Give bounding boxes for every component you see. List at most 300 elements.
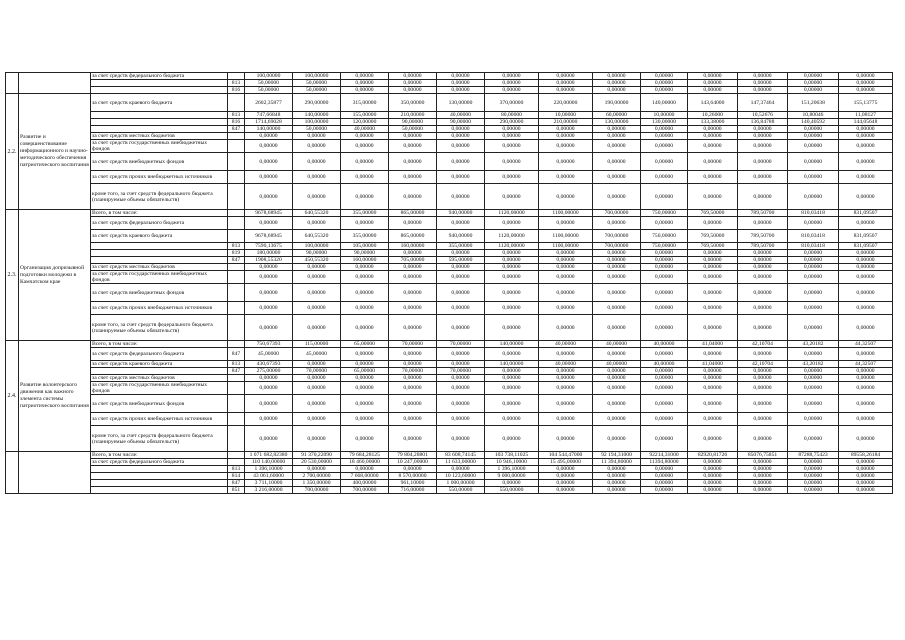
- funding-source: за счет средств прочих внебюджетных источников: [91, 171, 228, 184]
- amount-cell: 0,00000: [539, 473, 593, 480]
- budget-code: 816: [228, 87, 245, 94]
- amount-cell: 0,00000: [539, 302, 593, 315]
- amount-cell: 0,00000: [641, 133, 688, 140]
- amount-cell: 0,00000: [293, 361, 341, 368]
- amount-cell: 15 495,00000: [539, 459, 593, 466]
- amount-cell: 0,00000: [539, 217, 593, 230]
- amount-cell: 90,00000: [293, 250, 341, 257]
- amount-cell: 0,00000: [389, 382, 437, 395]
- amount-cell: 0,00000: [341, 87, 389, 94]
- amount-cell: 10 247,00000: [389, 459, 437, 466]
- amount-cell: 0,00000: [389, 80, 437, 87]
- amount-cell: 0,00000: [593, 133, 641, 140]
- funding-source: [91, 243, 228, 250]
- funding-source: [91, 257, 228, 264]
- amount-cell: 0,00000: [245, 171, 293, 184]
- budget-code: [228, 302, 245, 315]
- amount-cell: 0,00000: [293, 413, 341, 426]
- amount-cell: 20 530,00000: [293, 459, 341, 466]
- funding-source: за счет средств краевого бюджета: [91, 94, 228, 112]
- budget-code: [228, 284, 245, 302]
- amount-cell: 0,00000: [738, 426, 788, 452]
- amount-cell: 0,00000: [738, 257, 788, 264]
- amount-cell: 0,00000: [738, 473, 788, 480]
- amount-cell: 0,00000: [593, 184, 641, 210]
- amount-cell: 0,00000: [738, 184, 788, 210]
- amount-cell: 0,00000: [341, 426, 389, 452]
- budget-code: [228, 413, 245, 426]
- section-index: [6, 452, 19, 494]
- amount-cell: 151,20638: [788, 94, 839, 112]
- amount-cell: 0,00000: [341, 80, 389, 87]
- amount-cell: 350,00000: [389, 94, 437, 112]
- amount-cell: 143,64000: [688, 94, 738, 112]
- amount-cell: 40,00000: [641, 361, 688, 368]
- amount-cell: 831,09507: [839, 230, 893, 243]
- amount-cell: 0,00000: [341, 153, 389, 171]
- amount-cell: 0,00000: [839, 171, 893, 184]
- amount-cell: 100,00000: [245, 73, 293, 80]
- amount-cell: 0,00000: [341, 184, 389, 210]
- table-row: [6, 133, 893, 140]
- amount-cell: 0,00000: [788, 480, 839, 487]
- amount-cell: 40,00000: [539, 361, 593, 368]
- amount-cell: 0,00000: [738, 302, 788, 315]
- amount-cell: 18 460,00000: [341, 459, 389, 466]
- amount-cell: 0,00000: [485, 264, 539, 271]
- amount-cell: 0,00000: [593, 73, 641, 80]
- amount-cell: 0,00000: [593, 368, 641, 375]
- amount-cell: 9678,68945: [245, 210, 293, 217]
- budget-code: [228, 395, 245, 413]
- amount-cell: 769,50000: [688, 230, 738, 243]
- amount-cell: 810,03418: [788, 230, 839, 243]
- table-row: [6, 264, 893, 271]
- amount-cell: 0,00000: [539, 368, 593, 375]
- funding-source: [91, 126, 228, 133]
- amount-cell: 0,00000: [788, 459, 839, 466]
- table-row: [6, 80, 893, 87]
- amount-cell: 0,00000: [738, 153, 788, 171]
- amount-cell: 0,00000: [485, 153, 539, 171]
- budget-code: 847: [228, 126, 245, 133]
- table-row: [6, 361, 893, 368]
- amount-cell: 0,00000: [641, 466, 688, 473]
- amount-cell: 85076,75851: [738, 452, 788, 459]
- amount-cell: 0,00000: [539, 171, 593, 184]
- amount-cell: 0,00000: [788, 315, 839, 341]
- section-name: [19, 73, 91, 94]
- table-row: [6, 452, 893, 459]
- amount-cell: 0,00000: [341, 284, 389, 302]
- amount-cell: 0,00000: [839, 140, 893, 153]
- amount-cell: 160,00000: [389, 243, 437, 250]
- amount-cell: 450,55320: [293, 257, 341, 264]
- table-row: [6, 112, 893, 119]
- amount-cell: 0,00000: [788, 382, 839, 395]
- amount-cell: 0,00000: [593, 87, 641, 94]
- amount-cell: 0,00000: [788, 73, 839, 80]
- amount-cell: 1 000,00000: [437, 480, 485, 487]
- budget-code: [228, 375, 245, 382]
- budget-code: 813: [228, 80, 245, 87]
- amount-cell: 0,00000: [485, 426, 539, 452]
- amount-cell: 0,00000: [788, 133, 839, 140]
- amount-cell: 82920,81726: [688, 452, 738, 459]
- amount-cell: 90,00000: [437, 119, 485, 126]
- table-row: [6, 368, 893, 375]
- funding-source: за счет средств краевого бюджета: [91, 230, 228, 243]
- amount-cell: 70,00000: [437, 341, 485, 348]
- section-name: Развитие волонтерского движения как важного элемента системы патриотического воспитания: [19, 341, 91, 452]
- amount-cell: 769,50000: [688, 210, 738, 217]
- amount-cell: 43,20182: [788, 361, 839, 368]
- amount-cell: 0,00000: [389, 133, 437, 140]
- amount-cell: 0,00000: [593, 375, 641, 382]
- amount-cell: 700,00000: [293, 487, 341, 494]
- amount-cell: 355,00000: [437, 243, 485, 250]
- amount-cell: 0,00000: [539, 184, 593, 210]
- amount-cell: 940,00000: [437, 210, 485, 217]
- table-row: [6, 302, 893, 315]
- amount-cell: 0,00000: [593, 413, 641, 426]
- amount-cell: 0,00000: [437, 284, 485, 302]
- amount-cell: 83 608,74145: [437, 452, 485, 459]
- amount-cell: 0,00000: [437, 133, 485, 140]
- budget-code: [228, 171, 245, 184]
- amount-cell: 0,00000: [437, 87, 485, 94]
- budget-code: [228, 73, 245, 80]
- funding-source: за счет средств прочих внебюджетных источников: [91, 302, 228, 315]
- amount-cell: 0,00000: [293, 315, 341, 341]
- amount-cell: 0,00000: [738, 264, 788, 271]
- amount-cell: 0,00000: [688, 140, 738, 153]
- amount-cell: 0,00000: [641, 368, 688, 375]
- amount-cell: 0,00000: [788, 426, 839, 452]
- amount-cell: 0,00000: [788, 395, 839, 413]
- table-row: [6, 94, 893, 112]
- amount-cell: 140,00000: [245, 126, 293, 133]
- amount-cell: 865,00000: [389, 230, 437, 243]
- amount-cell: 0,00000: [293, 466, 341, 473]
- amount-cell: 430,67393: [245, 361, 293, 368]
- amount-cell: 43 061,60000: [245, 473, 293, 480]
- amount-cell: 0,00000: [738, 480, 788, 487]
- amount-cell: 0,00000: [341, 140, 389, 153]
- budget-code: [228, 315, 245, 341]
- table-row: [6, 473, 893, 480]
- amount-cell: 210,00000: [539, 119, 593, 126]
- amount-cell: 0,00000: [539, 480, 593, 487]
- amount-cell: 0,00000: [688, 126, 738, 133]
- amount-cell: 40,00000: [641, 341, 688, 348]
- amount-cell: 10,26000: [688, 112, 738, 119]
- funding-source: [91, 80, 228, 87]
- funding-source: за счет средств государственных внебюджетных фондов: [91, 140, 228, 153]
- amount-cell: 0,00000: [341, 315, 389, 341]
- amount-cell: 0,00000: [245, 133, 293, 140]
- amount-cell: 40,00000: [593, 341, 641, 348]
- amount-cell: 0,00000: [839, 382, 893, 395]
- amount-cell: 11 633,00000: [437, 459, 485, 466]
- amount-cell: 136,84788: [738, 119, 788, 126]
- amount-cell: 140,00000: [485, 341, 539, 348]
- section-index: [6, 73, 19, 94]
- amount-cell: 0,00000: [437, 126, 485, 133]
- amount-cell: 0,00000: [245, 140, 293, 153]
- amount-cell: 0,00000: [641, 184, 688, 210]
- amount-cell: 0,00000: [245, 426, 293, 452]
- amount-cell: 0,00000: [437, 466, 485, 473]
- budget-code: [228, 153, 245, 171]
- amount-cell: 0,00000: [437, 217, 485, 230]
- funding-source: за счет средств федерального бюджета: [91, 217, 228, 230]
- amount-cell: 831,09507: [839, 243, 893, 250]
- amount-cell: 0,00000: [539, 395, 593, 413]
- funding-source: Всего, в том числе:: [91, 341, 228, 348]
- amount-cell: 0,00000: [485, 480, 539, 487]
- amount-cell: 0,00000: [593, 426, 641, 452]
- budget-code: [228, 133, 245, 140]
- amount-cell: 10,00000: [539, 112, 593, 119]
- amount-cell: 789,50700: [738, 210, 788, 217]
- amount-cell: 42,10704: [738, 361, 788, 368]
- amount-cell: 0,00000: [788, 375, 839, 382]
- amount-cell: 0,00000: [738, 368, 788, 375]
- amount-cell: 747,66848: [245, 112, 293, 119]
- amount-cell: 1100,00000: [539, 210, 593, 217]
- amount-cell: 0,00000: [688, 466, 738, 473]
- budget-code: [228, 452, 245, 459]
- amount-cell: 0,00000: [437, 184, 485, 210]
- amount-cell: 0,00000: [788, 184, 839, 210]
- amount-cell: 115,00000: [293, 341, 341, 348]
- table-row: [6, 243, 893, 250]
- amount-cell: 0,00000: [593, 271, 641, 284]
- amount-cell: 210,00000: [389, 112, 437, 119]
- amount-cell: 0,00000: [245, 284, 293, 302]
- table-row: [6, 210, 893, 217]
- amount-cell: 0,00000: [641, 87, 688, 94]
- amount-cell: 789,50700: [738, 243, 788, 250]
- amount-cell: 0,00000: [293, 184, 341, 210]
- amount-cell: 0,00000: [688, 184, 738, 210]
- amount-cell: 0,00000: [341, 348, 389, 361]
- amount-cell: 110 140,00000: [245, 459, 293, 466]
- amount-cell: 0,00000: [293, 140, 341, 153]
- budget-code: 847: [228, 348, 245, 361]
- amount-cell: 0,00000: [389, 271, 437, 284]
- amount-cell: 0,00000: [738, 73, 788, 80]
- budget-code: [228, 140, 245, 153]
- amount-cell: 0,00000: [389, 315, 437, 341]
- section-name: [19, 452, 91, 494]
- amount-cell: 0,00000: [788, 348, 839, 361]
- table-row: [6, 230, 893, 243]
- table-row: [6, 375, 893, 382]
- amount-cell: 0,00000: [688, 413, 738, 426]
- amount-cell: 0,00000: [593, 171, 641, 184]
- amount-cell: 0,00000: [788, 271, 839, 284]
- amount-cell: 0,00000: [738, 87, 788, 94]
- amount-cell: 0,00000: [539, 140, 593, 153]
- funding-source: за счет средств прочих внебюджетных источников: [91, 413, 228, 426]
- amount-cell: 0,00000: [839, 87, 893, 94]
- funding-source: [91, 368, 228, 375]
- table-row: [6, 459, 893, 466]
- funding-source: [91, 87, 228, 94]
- amount-cell: 700,00000: [341, 487, 389, 494]
- amount-cell: 1120,00000: [485, 210, 539, 217]
- amount-cell: 0,00000: [485, 284, 539, 302]
- amount-cell: 0,00000: [437, 395, 485, 413]
- table-row: [6, 480, 893, 487]
- amount-cell: 0,00000: [389, 395, 437, 413]
- amount-cell: 810,03418: [788, 210, 839, 217]
- amount-cell: 275,00000: [245, 368, 293, 375]
- amount-cell: 10,00000: [641, 112, 688, 119]
- amount-cell: 0,00000: [641, 375, 688, 382]
- amount-cell: 0,00000: [688, 171, 738, 184]
- amount-cell: 940,00000: [437, 230, 485, 243]
- table-row: [6, 184, 893, 210]
- amount-cell: 0,00000: [293, 133, 341, 140]
- amount-cell: 100,00000: [293, 73, 341, 80]
- amount-cell: 0,00000: [245, 217, 293, 230]
- amount-cell: 1100,00000: [539, 230, 593, 243]
- amount-cell: 1120,00000: [485, 230, 539, 243]
- amount-cell: 0,00000: [641, 413, 688, 426]
- amount-cell: 1908,55320: [245, 257, 293, 264]
- funding-source: кроме того, за счет средств федерального бюджета (планируемые объемы обязательств): [91, 426, 228, 452]
- amount-cell: 0,00000: [485, 315, 539, 341]
- amount-cell: 0,00000: [389, 73, 437, 80]
- amount-cell: 0,00000: [293, 271, 341, 284]
- amount-cell: 0,00000: [839, 126, 893, 133]
- amount-cell: 640,55320: [293, 210, 341, 217]
- amount-cell: 0,00000: [389, 153, 437, 171]
- amount-cell: 0,00000: [788, 257, 839, 264]
- amount-cell: 70,00000: [389, 368, 437, 375]
- amount-cell: 0,00000: [293, 302, 341, 315]
- amount-cell: 100,00000: [293, 119, 341, 126]
- amount-cell: 147,37464: [738, 94, 788, 112]
- amount-cell: 70,00000: [389, 341, 437, 348]
- amount-cell: 0,00000: [788, 473, 839, 480]
- amount-cell: 810,03418: [788, 243, 839, 250]
- amount-cell: 716,00000: [389, 487, 437, 494]
- amount-cell: 0,00000: [245, 315, 293, 341]
- amount-cell: 0,00000: [437, 361, 485, 368]
- amount-cell: 0,00000: [839, 368, 893, 375]
- amount-cell: 0,00000: [437, 153, 485, 171]
- amount-cell: 0,00000: [839, 315, 893, 341]
- amount-cell: 0,00000: [641, 250, 688, 257]
- funding-source: Всего, в том числе:: [91, 210, 228, 217]
- funding-source: [91, 480, 228, 487]
- amount-cell: 0,00000: [641, 348, 688, 361]
- amount-cell: 0,00000: [437, 264, 485, 271]
- amount-cell: 1120,00000: [485, 243, 539, 250]
- budget-code: [228, 426, 245, 452]
- amount-cell: 0,00000: [593, 80, 641, 87]
- amount-cell: 0,00000: [688, 302, 738, 315]
- amount-cell: 0,00000: [688, 480, 738, 487]
- amount-cell: 40,00000: [437, 112, 485, 119]
- amount-cell: 750,67393: [245, 341, 293, 348]
- amount-cell: 0,00000: [485, 302, 539, 315]
- amount-cell: 0,00000: [738, 375, 788, 382]
- table-row: [6, 426, 893, 452]
- amount-cell: 0,00000: [593, 382, 641, 395]
- amount-cell: 0,00000: [437, 250, 485, 257]
- amount-cell: 0,00000: [539, 426, 593, 452]
- amount-cell: 80,00000: [485, 112, 539, 119]
- amount-cell: 0,00000: [641, 302, 688, 315]
- amount-cell: 0,00000: [839, 375, 893, 382]
- budget-code: [228, 264, 245, 271]
- amount-cell: 0,00000: [437, 348, 485, 361]
- amount-cell: 0,00000: [539, 126, 593, 133]
- amount-cell: 0,00000: [839, 302, 893, 315]
- amount-cell: 0,00000: [593, 395, 641, 413]
- section-name: Развитие и совершенствование информационного и научно-методического обеспечения патриотического воспитания: [19, 94, 91, 210]
- amount-cell: 0,00000: [539, 487, 593, 494]
- amount-cell: 0,00000: [293, 171, 341, 184]
- amount-cell: 0,00000: [485, 171, 539, 184]
- amount-cell: 0,00000: [293, 284, 341, 302]
- amount-cell: 0,00000: [738, 80, 788, 87]
- amount-cell: 79 804,28801: [389, 452, 437, 459]
- amount-cell: 0,00000: [641, 284, 688, 302]
- funding-source: за счет средств государственных внебюджетных фондов: [91, 271, 228, 284]
- amount-cell: 160,00000: [341, 257, 389, 264]
- amount-cell: 640,55320: [293, 230, 341, 243]
- amount-cell: 130,00000: [641, 119, 688, 126]
- amount-cell: 2602,35877: [245, 94, 293, 112]
- amount-cell: 0,00000: [341, 217, 389, 230]
- amount-cell: 0,00000: [593, 480, 641, 487]
- amount-cell: 0,00000: [485, 133, 539, 140]
- amount-cell: 0,00000: [539, 87, 593, 94]
- amount-cell: 100,00000: [293, 243, 341, 250]
- amount-cell: 0,00000: [539, 264, 593, 271]
- budget-code: [228, 94, 245, 112]
- amount-cell: 50,00000: [245, 87, 293, 94]
- amount-cell: 789,50700: [738, 230, 788, 243]
- amount-cell: 0,00000: [437, 271, 485, 284]
- amount-cell: 0,00000: [341, 73, 389, 80]
- amount-cell: 92214,31000: [641, 452, 688, 459]
- budget-code: 816: [228, 119, 245, 126]
- funding-source: за счет средств местных бюджетов: [91, 264, 228, 271]
- amount-cell: 0,00000: [788, 171, 839, 184]
- amount-cell: 105,00000: [341, 243, 389, 250]
- amount-cell: 0,00000: [485, 87, 539, 94]
- amount-cell: 45,00000: [245, 348, 293, 361]
- amount-cell: 0,00000: [539, 271, 593, 284]
- amount-cell: 0,00000: [839, 466, 893, 473]
- amount-cell: 0,00000: [437, 426, 485, 452]
- amount-cell: 0,00000: [839, 395, 893, 413]
- funding-source: [91, 487, 228, 494]
- amount-cell: 0,00000: [389, 217, 437, 230]
- amount-cell: 0,00000: [839, 80, 893, 87]
- amount-cell: 0,00000: [485, 375, 539, 382]
- amount-cell: 0,00000: [593, 264, 641, 271]
- amount-cell: 700,00000: [593, 210, 641, 217]
- amount-cell: 0,00000: [539, 153, 593, 171]
